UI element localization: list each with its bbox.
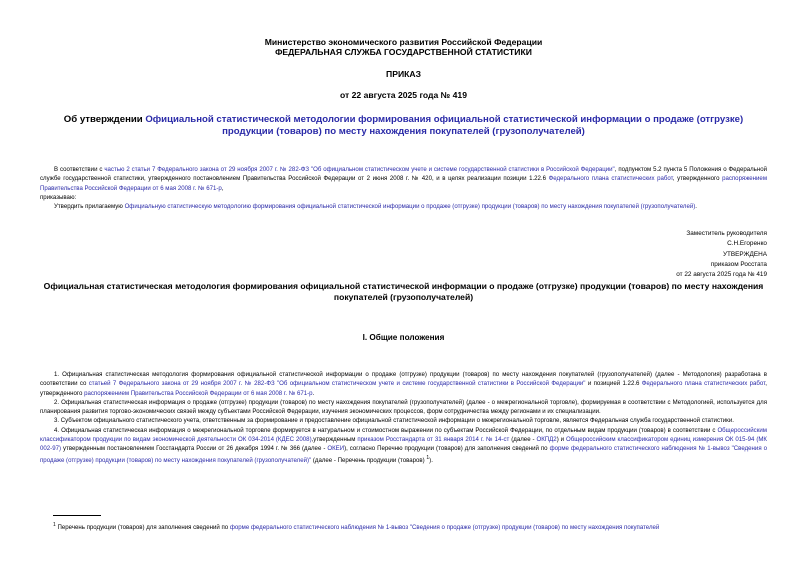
okei-link[interactable]: ОКЕИ bbox=[327, 445, 345, 453]
paragraph-text: утвержденным постановлением Госстандарта России от 26 декабря 1994 г. № 366 (далее - bbox=[61, 445, 328, 453]
order-date-number: от 22 августа 2025 года № 419 bbox=[340, 90, 467, 100]
paragraph-text: , утвержденного bbox=[40, 380, 767, 397]
footnote-form-link[interactable]: форме федерального статистического наблюдения № 1-вывоз "Сведения о продаже (отгрузке) продукции (товаров) по месту нахождения покупателей bbox=[229, 524, 660, 532]
paragraph-text: ) и bbox=[556, 436, 567, 444]
approve-text: . bbox=[695, 203, 697, 211]
preamble-text: В соответствии с bbox=[54, 166, 105, 173]
form-1-export-link[interactable]: форме федерального статистического наблюдения № 1-вывоз "Сведения о продаже (отгрузке) продукции (товаров) по месту нахождения покупателей (грузополучателей)" bbox=[40, 445, 767, 464]
order-word: приказываю: bbox=[40, 193, 77, 201]
paragraph-text: ), согласно Перечню продукции (товаров) для заполнения сведений по bbox=[344, 445, 550, 453]
paragraph-text: ). bbox=[429, 456, 433, 464]
paragraph-text: 1. Официальная статистическая методология формирования официальной статистической информации о продаже (отгрузке) продукции (товаров) по месту нахождения покупателей (грузополучателей) (далее - Методология) разработана в соответствии со bbox=[40, 371, 767, 388]
order-title-link[interactable]: Официальной статистической методологии формирования официальной статистической информации о продаже (отгрузке) продукции (товаров) по месту нахождения покупателей (грузополучателей) bbox=[145, 114, 744, 137]
section-body bbox=[40, 370, 767, 465]
paragraph-text: (далее - Перечень продукции (товаров) bbox=[311, 456, 427, 464]
government-order-link[interactable]: распоряжением Правительства Российской Федерации от 6 мая 2008 г. № 671-р bbox=[40, 175, 768, 192]
signature-position: Заместитель руководителя bbox=[686, 230, 767, 237]
service-name: ФЕДЕРАЛЬНАЯ СЛУЖБА ГОСУДАРСТВЕННОЙ СТАТИСТИКИ bbox=[275, 47, 532, 57]
section-heading: I. Общие положения bbox=[362, 333, 445, 342]
preamble-text: , bbox=[221, 184, 224, 192]
okpd-classifier-link[interactable]: Общероссийским классификатором продукции по видам экономической деятельности ОК 034-2014 (КДЕС 2008) bbox=[40, 426, 767, 444]
document-type: ПРИКАЗ bbox=[386, 69, 421, 79]
footnote-divider bbox=[53, 515, 101, 516]
methodology-title: Официальная статистическая методология формирования официальной статистической информации о продаже (отгрузке) продукции (товаров) по месту нахождения покупателей (грузополучателей) bbox=[43, 281, 764, 302]
law-article-link[interactable]: статьей 7 Федерального закона от 29 ноября 2007 г. № 282-ФЗ "Об официальном статистическом учете и системе государственной статистики в Российской Федерации" bbox=[88, 380, 586, 388]
ministry-name: Министерство экономического развития Российской Федерации bbox=[264, 37, 543, 47]
approve-text: Утвердить прилагаемую bbox=[54, 203, 125, 211]
paragraph-1 bbox=[40, 370, 767, 398]
paragraph-text: 4. Официальная статистическая информация о межрегиональной торговле формируется в натуральном и стоимостном выражении по субъектам Российской Федерации, по отдельным видам продукции (товаров) в соответствии с bbox=[54, 426, 718, 434]
federal-plan-link[interactable]: Федерального плана статистических работ bbox=[548, 175, 673, 183]
paragraph-text: и позицией 1.22.6 bbox=[585, 380, 642, 388]
methodology-link[interactable]: Официальную статистическую методологию формирования официальной статистической информации о продаже (отгрузке) продукции (товаров) по месту нахождения покупателей (грузополучателей) bbox=[124, 203, 696, 211]
okpd2-link[interactable]: ОКПД2 bbox=[536, 436, 557, 444]
paragraph-2: 2. Официальная статистическая информация о продаже (отгрузке) продукции (товаров) по месту нахождения покупателей (грузополучателей) (далее - о межрегиональной торговле), формируемая в соответствии с Методологией, используется для планирования развития торгово-экономических связей между субъектами Российской Федерации, изучения экономических процессов, форм сотрудничества между регионами и их специализации. bbox=[40, 398, 767, 416]
paragraph-text: (далее - bbox=[509, 436, 537, 444]
approved-date-number: от 22 августа 2025 года № 419 bbox=[676, 271, 767, 278]
paragraph-text: . bbox=[312, 389, 315, 397]
federal-law-link[interactable]: частью 2 статьи 7 Федерального закона от 29 ноября 2007 г. № 282-ФЗ "Об официальном статистическом учете и системе государственной статистики в Российской Федерации" bbox=[104, 166, 615, 173]
paragraph-4 bbox=[40, 426, 767, 465]
okei-classifier-link[interactable]: Общероссийским классификатором единиц измерения ОК 015-94 (МК 002-97) bbox=[40, 436, 767, 453]
paragraph-3: 3. Субъектом официального статистического учета, ответственным за формирование и предоставление официальной статистической информации о межрегиональной торговле, является Федеральная служба государственной статистики. bbox=[54, 417, 734, 425]
preamble-paragraph bbox=[40, 165, 767, 193]
signature-name: С.Н.Егоренко bbox=[727, 240, 767, 247]
footnote-ref[interactable]: 1 bbox=[426, 454, 430, 461]
order-title bbox=[40, 114, 767, 138]
preamble-text: , утвержденного bbox=[672, 175, 723, 183]
rosstandart-order-link[interactable]: приказом Росстандарта от 31 января 2014 г. № 14-ст bbox=[357, 436, 510, 444]
order-title-prefix: Об утверждении bbox=[63, 114, 146, 125]
federal-plan-link[interactable]: Федерального плана статистических работ bbox=[641, 380, 766, 388]
paragraph-text: ,утвержденным bbox=[311, 436, 358, 444]
footnote bbox=[53, 521, 769, 532]
footnote-text: Перечень продукции (товаров) для заполнения сведений по bbox=[55, 524, 230, 532]
approved-label: УТВЕРЖДЕНА bbox=[722, 251, 767, 258]
preamble bbox=[40, 165, 767, 211]
approve-paragraph bbox=[40, 202, 767, 211]
preamble-text: , подпунктом 5.2 пункта 5 Положения о Федеральной службе государственной статистики, утвержденного постановлением Правительства Российской Федерации от 2 июня 2008 г. № 420, и в целях реализации позиции 1.22.6 bbox=[40, 166, 768, 183]
footnote-number: 1 bbox=[53, 522, 56, 528]
government-order-link[interactable]: распоряжением Правительства Российской Федерации от 6 мая 2008 г. № 671-р bbox=[84, 389, 313, 397]
approved-by-order: приказом Росстата bbox=[710, 261, 767, 268]
